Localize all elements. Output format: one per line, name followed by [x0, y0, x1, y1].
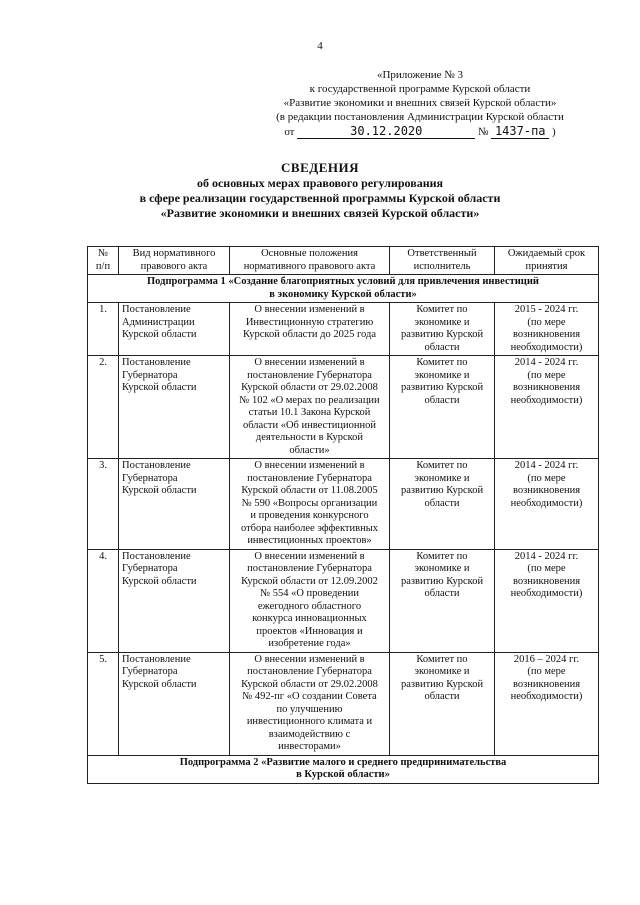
resolution-date: 30.12.2020 — [297, 124, 475, 139]
header-provisions: Основные положения нормативного правового акта — [230, 247, 390, 275]
number-label: № — [478, 126, 489, 138]
subprogram-row — [88, 275, 599, 303]
subprogram-2-title: Подпрограмма 2 «Развитие малого и среднего предпринимательства в Курской области» — [88, 755, 599, 783]
cell-act-type: Постановление Губернатора Курской области — [119, 356, 230, 459]
cell-num: 3. — [88, 459, 119, 550]
cell-provisions: О внесении изменений в постановление Губернатора Курской области от 29.02.2008 № 492-пг «О создании Совета по улучшению инвестиционного климата и взаимодействию с инвесторами» — [230, 652, 390, 755]
appendix-line-4: (в редакции постановления Администрации Курской области — [276, 111, 564, 123]
from-label: от — [284, 126, 295, 138]
resolution-number: 1437-па — [491, 124, 549, 139]
cell-num: 1. — [88, 303, 119, 356]
cell-term: 2015 - 2024 гг. (по мере возникновения необходимости) — [495, 303, 599, 356]
cell-responsible: Комитет по экономике и развитию Курской области — [390, 303, 495, 356]
header-responsible: Ответственный исполнитель — [390, 247, 495, 275]
table-row — [88, 549, 599, 652]
cell-responsible: Комитет по экономике и развитию Курской области — [390, 549, 495, 652]
title-main: СВЕДЕНИЯ — [281, 160, 359, 175]
cell-provisions: О внесении изменений в постановление Губернатора Курской области от 29.02.2008 № 102 «О мерах по реализации статьи 10.1 Закона Курской области «Об инвестиционной деятельности в Курской области» — [230, 356, 390, 459]
page-number: 4 — [317, 40, 323, 52]
title-line-1: об основных мерах правового регулирования — [196, 176, 444, 190]
cell-num: 2. — [88, 356, 119, 459]
closing-parenthesis: ) — [552, 126, 556, 138]
cell-num: 4. — [88, 549, 119, 652]
cell-num: 5. — [88, 652, 119, 755]
appendix-header — [250, 68, 590, 139]
subprogram-1-title: Подпрограмма 1 «Создание благоприятных условий для привлечения инвестиций в экономику Курской области» — [88, 275, 599, 303]
appendix-line-3: «Развитие экономики и внешних связей Курской области» — [283, 97, 557, 109]
cell-term: 2016 – 2024 гг. (по мере возникновения необходимости) — [495, 652, 599, 755]
table-header-row — [88, 247, 599, 275]
cell-act-type: Постановление Губернатора Курской области — [119, 652, 230, 755]
header-act-type: Вид нормативного правового акта — [119, 247, 230, 275]
table-row — [88, 303, 599, 356]
cell-provisions: О внесении изменений в постановление Губернатора Курской области от 11.08.2005 № 590 «Вопросы организации и проведения конкурсного отбора наиболее эффективных инвестиционных проектов» — [230, 459, 390, 550]
cell-provisions: О внесении изменений в постановление Губернатора Курской области от 12.09.2002 № 554 «О проведении ежегодного областного конкурса инновационных проектов «Инновация и изобретение года» — [230, 549, 390, 652]
measures-table — [87, 246, 599, 784]
table-row — [88, 652, 599, 755]
table-row — [88, 459, 599, 550]
document-title — [60, 160, 580, 221]
cell-act-type: Постановление Администрации Курской области — [119, 303, 230, 356]
header-term: Ожидаемый срок принятия — [495, 247, 599, 275]
cell-responsible: Комитет по экономике и развитию Курской области — [390, 356, 495, 459]
resolution-date-line — [250, 124, 590, 139]
cell-provisions: О внесении изменений в Инвестиционную стратегию Курской области до 2025 года — [230, 303, 390, 356]
cell-act-type: Постановление Губернатора Курской области — [119, 459, 230, 550]
cell-term: 2014 - 2024 гг. (по мере возникновения необходимости) — [495, 549, 599, 652]
appendix-line-2: к государственной программе Курской области — [309, 83, 531, 95]
table-row — [88, 356, 599, 459]
cell-term: 2014 - 2024 гг. (по мере возникновения необходимости) — [495, 356, 599, 459]
cell-act-type: Постановление Губернатора Курской области — [119, 549, 230, 652]
cell-term: 2014 - 2024 гг. (по мере возникновения необходимости) — [495, 459, 599, 550]
title-line-3: «Развитие экономики и внешних связей Курской области» — [160, 206, 480, 220]
cell-responsible: Комитет по экономике и развитию Курской области — [390, 652, 495, 755]
appendix-line-1: «Приложение № 3 — [376, 69, 464, 81]
title-line-2: в сфере реализации государственной программы Курской области — [139, 191, 501, 205]
cell-responsible: Комитет по экономике и развитию Курской области — [390, 459, 495, 550]
header-num: № п/п — [88, 247, 119, 275]
subprogram-row — [88, 755, 599, 783]
